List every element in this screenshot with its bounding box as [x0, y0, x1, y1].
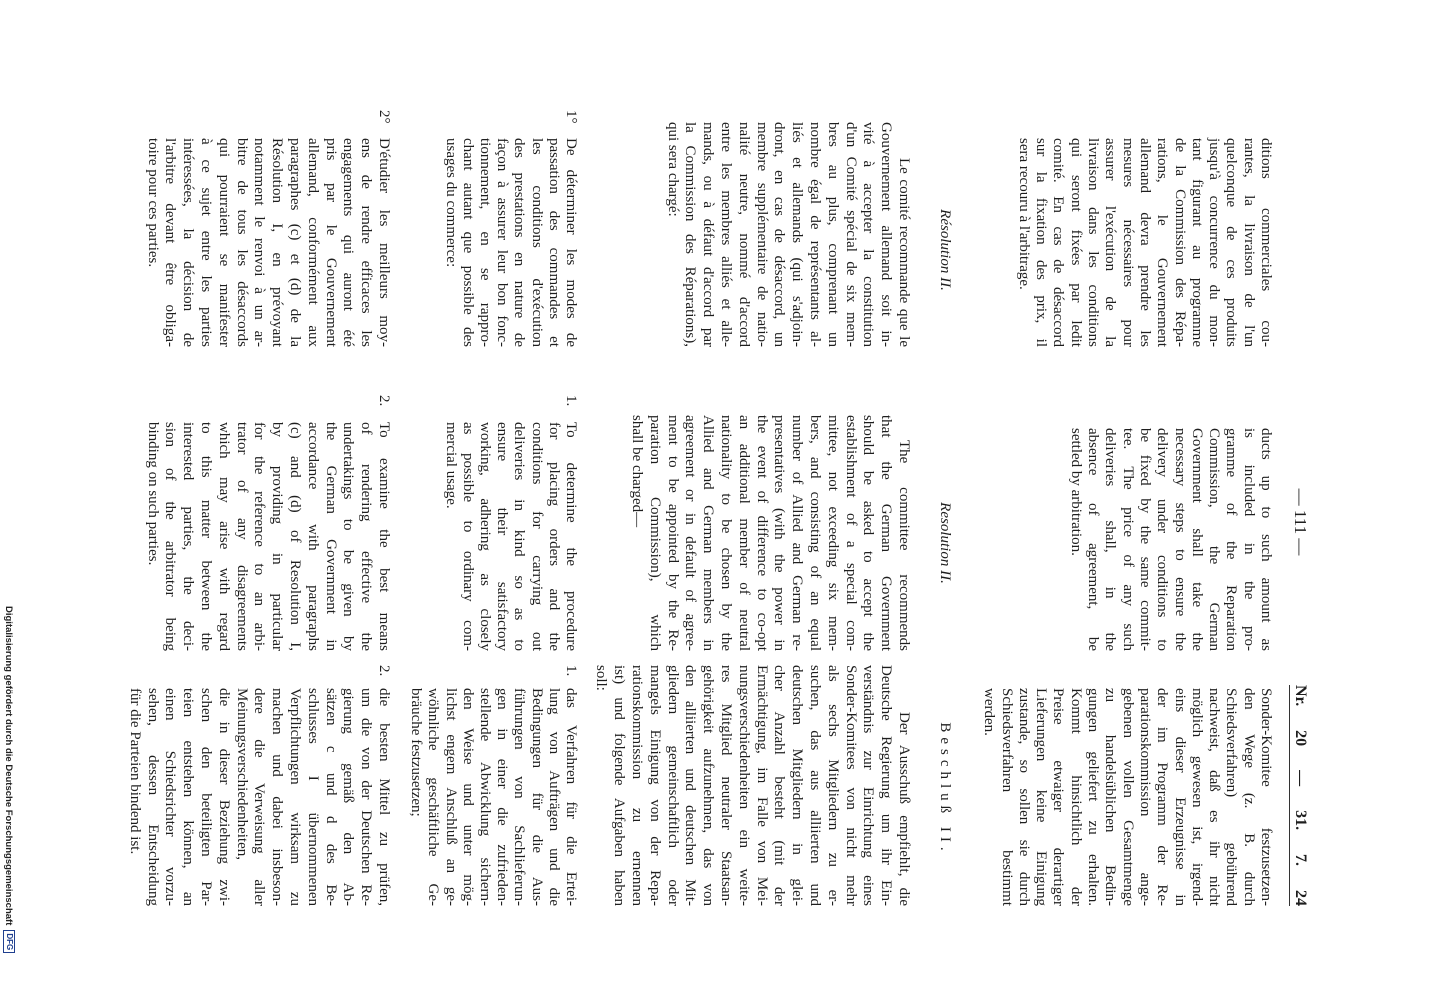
text-line: nombre égal de représentants al- — [807, 122, 824, 347]
text-line: accordance with paragraphs — [304, 422, 321, 651]
text-line: vité à accepter la constitution — [860, 122, 877, 347]
text-line: bitre de tous les désaccords — [233, 138, 250, 347]
text-line: mercial usage. — [442, 422, 459, 509]
text-line: ist) und folgende Aufgaben haben — [611, 665, 628, 906]
text-line: toire pour ces parties. — [144, 138, 161, 268]
issue-header: Nr. 20 — 31. 7. 24 — [1289, 685, 1310, 906]
text-line: la Commission des Réparations), — [682, 122, 699, 347]
text-line: lung von Aufträgen und die — [545, 688, 562, 906]
text-line: parationskommission ange- — [1136, 688, 1153, 906]
german-item-2-text — [125, 688, 392, 906]
text-line: engagements qui auront été — [340, 138, 357, 347]
text-line: gramme of the Reparation — [1223, 428, 1240, 651]
text-line: dront, en cas de désaccord, un — [771, 122, 788, 347]
text-line: werden. — [981, 688, 998, 736]
text-line: Le comité recommande que le — [896, 158, 912, 347]
text-line: absence of agreement, be — [1085, 428, 1102, 651]
text-line: of rendering effective the — [358, 422, 375, 651]
text-line: Sonder-Komitees von nicht mehr — [842, 665, 859, 906]
text-line: D'étudier les meilleurs moy- — [376, 138, 392, 347]
text-line: de la Commission des Répa- — [1171, 138, 1188, 347]
text-line: liés et allemands (qui s'adjoin- — [789, 122, 806, 347]
text-line: sätzen c und d des Be- — [322, 688, 339, 906]
text-line: einen Schiedsrichter vorzu- — [162, 688, 179, 906]
text-line: gen in einer die zufrieden- — [494, 688, 511, 906]
text-line: intéressées, la décision de — [180, 138, 197, 347]
text-line: den Weise und unter mög- — [459, 688, 476, 906]
text-line: trator of any disagreements — [233, 422, 250, 651]
german-item-1 — [407, 665, 579, 906]
text-line: Commission, the German — [1206, 428, 1223, 651]
german-heading: Beschluß II. — [937, 722, 953, 856]
text-line: is included in the pro- — [1240, 428, 1257, 651]
text-line: establishment of a special com- — [842, 415, 859, 651]
text-line: ens de rendre efficaces les — [358, 138, 375, 347]
text-line: ensure their satisfactory — [494, 422, 511, 651]
text-line: das Verfahren für die Ertei- — [563, 688, 579, 906]
text-line: for the reference to an arbi- — [251, 422, 268, 651]
text-line: Schiedsverfahren) gebührend — [1223, 688, 1240, 906]
french-item-1-text — [441, 138, 579, 347]
text-line: nungsverschiedenheiten ein weite- — [735, 665, 752, 906]
german-item-2 — [125, 665, 392, 906]
text-line: for placing orders and the — [545, 422, 562, 651]
text-line: tee. The price of any such — [1119, 428, 1136, 651]
text-line: should be asked to accept the — [860, 415, 877, 651]
text-line: l'arbitre devant être obliga- — [162, 138, 179, 347]
text-line: to this matter between the — [198, 422, 215, 651]
text-line: as possible to ordinary com- — [459, 422, 476, 651]
text-line: an additional member of neutral — [735, 415, 752, 651]
text-line: mesures nécessaires pour — [1119, 138, 1136, 347]
text-line: nachweist, daß es ihr nicht — [1206, 688, 1223, 906]
digitization-credit-text: Digitalisierung gefördert durch die Deutsche Forschungsgemeinschaft — [3, 606, 14, 926]
list-number: 2. — [376, 665, 392, 677]
french-continuation — [1015, 138, 1274, 347]
text-line: Sonder-Komitee festzusetzen- — [1258, 688, 1274, 906]
text-line: bräuche festzusetzen; — [408, 688, 425, 817]
english-paragraph — [627, 415, 912, 651]
text-line: cher Anzahl besteht (mit der — [771, 665, 788, 906]
text-line: machen und dabei insbeson- — [269, 688, 286, 906]
german-paragraph — [592, 665, 912, 906]
text-line: façon à assurer leur bon fonc- — [494, 138, 511, 347]
text-line: presentatives (with the power in — [771, 415, 788, 651]
text-line: qui sera chargé: — [664, 122, 681, 217]
text-line: als sechs Mitgliedern zu er- — [824, 665, 841, 906]
text-line: wöhnliche geschäftliche Ge- — [425, 688, 442, 906]
text-line: mittee, not exceeding six mem- — [824, 415, 841, 651]
list-number: 2° — [376, 110, 392, 124]
text-line: the event of difference to co-opt — [753, 415, 770, 651]
text-line: that the German Government — [878, 415, 895, 651]
text-line: which may arise with regard — [215, 422, 232, 651]
text-line: agreement or in default of agree- — [682, 415, 699, 651]
text-line: Deutsche Regierung um ihr Ein- — [878, 665, 895, 906]
french-item-2-text — [143, 138, 392, 347]
text-line: à ce sujet entre les parties — [198, 138, 215, 347]
text-line: usages du commerce: — [442, 138, 459, 268]
list-number: 1° — [563, 110, 579, 124]
text-line: schen den beteiligten Par- — [198, 688, 215, 906]
text-line: qui pourraient se manifester — [215, 138, 232, 347]
text-line: working, adhering as closely — [476, 422, 493, 651]
french-item-1 — [441, 110, 579, 347]
text-line: paration Commission), which — [646, 415, 663, 651]
text-line: conditions for carrying out — [528, 422, 545, 651]
text-line: suchen, das aus alliierten und — [807, 665, 824, 906]
text-line: shall be charged— — [629, 415, 646, 528]
list-number: 2. — [376, 395, 392, 407]
french-heading: Résolution II. — [937, 209, 953, 291]
text-line: soll: — [593, 665, 610, 691]
list-number: 1. — [563, 395, 579, 407]
text-line: Bedingungen für die Aus- — [528, 688, 545, 906]
list-number: 1. — [563, 665, 579, 677]
text-line: sera recouru à l'arbitrage. — [1015, 138, 1032, 290]
text-line: verständnis zur Einrichtung eines — [860, 665, 877, 906]
text-line: möglich gewesen ist, irgend- — [1188, 688, 1205, 906]
text-line: mangels Einigung von der Repa- — [646, 665, 663, 906]
text-line: Ermächtigung, im Falle von Mei- — [753, 665, 770, 906]
text-line: Government shall take the — [1188, 428, 1205, 651]
text-line: To examine the best means — [376, 422, 392, 651]
text-line: tant figurant au programme — [1188, 138, 1205, 347]
text-line: undertakings to be given by — [340, 422, 357, 651]
english-item-2-text — [143, 422, 392, 651]
text-line: rationskommission zu ernennen — [629, 665, 646, 906]
text-line: Kommt hinsichtlich der — [1067, 688, 1084, 906]
text-line: assurer l'exécution de la — [1102, 138, 1119, 347]
english-continuation — [1066, 428, 1274, 651]
text-line: qui seront fixées par ledit — [1067, 138, 1084, 347]
text-line: deliveries in kind so as to — [511, 422, 528, 651]
page-number: — 111 — — [1291, 488, 1310, 556]
text-line: teien entstehen können, an — [180, 688, 197, 906]
text-line: comité. En cas de désaccord — [1050, 138, 1067, 347]
text-line: Der Ausschuß empfiehlt, die — [896, 712, 912, 906]
text-line: passation des commandes et — [545, 138, 562, 347]
text-line: livraison dans les conditions — [1085, 138, 1102, 347]
text-line: (c) and (d) of Resolution I, — [287, 422, 304, 651]
text-line: ditions commerciales cou- — [1258, 138, 1274, 347]
text-line: rantes, la livraison de l'un — [1240, 138, 1257, 347]
text-line: um die von der Deutschen Re- — [358, 688, 375, 906]
text-line: sehen, dessen Entscheidung — [144, 688, 161, 906]
text-line: bers, and consisting of an equal — [807, 415, 824, 651]
text-line: schlusses I übernommenen — [304, 688, 321, 906]
text-line: settled by arbitration. — [1067, 428, 1084, 556]
text-line: gliedern gemeinschaftlich oder — [664, 665, 681, 906]
text-line: les conditions d'exécution — [528, 138, 545, 347]
text-line: be fixed by the same commit- — [1136, 428, 1153, 651]
text-line: by providing in particular — [269, 422, 286, 651]
dfg-logo: DFG — [3, 930, 15, 953]
german-continuation — [980, 688, 1274, 906]
digitization-credit — [2, 606, 15, 953]
text-line: gebenen vollen Gesamtmenge — [1119, 688, 1136, 906]
text-line: membre supplémentaire de natio- — [753, 122, 770, 347]
text-line: De déterminer les modes de — [563, 138, 579, 347]
text-line: die besten Mittel zu prüfen, — [376, 688, 392, 906]
text-line: jusqu'à concurrence du mon- — [1206, 138, 1223, 347]
text-line: pris par le Gouvernement — [322, 138, 339, 347]
text-line: deutschen Mitgliedern in glei- — [789, 665, 806, 906]
text-line: nationality to be chosen by the — [718, 415, 735, 651]
text-line: dere die Verweisung aller — [251, 688, 268, 906]
text-line: notamment le renvoi à un ar- — [251, 138, 268, 347]
text-line: Lieferungen keine Einigung — [1033, 688, 1050, 906]
french-paragraph — [663, 122, 912, 347]
english-item-1 — [441, 395, 579, 651]
text-line: chant autant que possible des — [459, 138, 476, 347]
text-line: gungen geliefert zu erhalten. — [1085, 688, 1102, 906]
text-line: gierung gemäß den Ab- — [340, 688, 357, 906]
text-line: interested parties, the deci- — [180, 422, 197, 651]
text-line: allemand devra prendre les — [1136, 138, 1153, 347]
text-line: bres au plus, comprenant un — [824, 122, 841, 347]
text-line: The committee recommends — [896, 440, 912, 651]
text-line: den alliierten und deutschen Mit- — [682, 665, 699, 906]
text-line: gehörigkeit aufzunehmen, das von — [700, 665, 717, 906]
text-line: Allied and German members in — [700, 415, 717, 651]
text-line: sion of the arbitrator being — [162, 422, 179, 651]
text-line: führungen von Sachlieferun- — [511, 688, 528, 906]
text-line: Preise etwaiger derartiger — [1050, 688, 1067, 906]
text-line: mands, ou à défaut d'accord par — [700, 122, 717, 347]
text-line: entre les membres alliés et alle- — [718, 122, 735, 347]
text-line: Schiedsverfahren bestimmt — [998, 688, 1015, 906]
text-line: To determine the procedure — [563, 422, 579, 651]
text-line: delivery under conditions to — [1154, 428, 1171, 651]
text-line: die in dieser Beziehung zwi- — [215, 688, 232, 906]
text-line: zu handelsüblichen Bedin- — [1102, 688, 1119, 906]
text-line: der im Programm der Re- — [1154, 688, 1171, 906]
french-item-2 — [143, 110, 392, 347]
english-item-1-text — [441, 422, 579, 651]
text-line: deliveries shall, in the — [1102, 428, 1119, 651]
text-line: stellende Abwicklung sichern- — [476, 688, 493, 906]
text-line: für die Parteien bindend ist. — [126, 688, 143, 855]
text-line: des prestations en nature de — [511, 138, 528, 347]
text-line: eins dieser Erzeugnisse in — [1171, 688, 1188, 906]
text-line: quelconque de ces produits — [1223, 138, 1240, 347]
text-line: nalité neutre, nommé d'accord — [735, 122, 752, 347]
text-line: allemand, conformément aux — [304, 138, 321, 347]
german-item-1-text — [407, 688, 579, 906]
text-line: ment to be appointed by the Re- — [664, 415, 681, 651]
text-line: binding on such parties. — [144, 422, 161, 566]
text-line: number of Allied and German re- — [789, 415, 806, 651]
english-heading: Resolution II. — [937, 502, 953, 584]
text-line: den Wege (z. B. durch — [1240, 688, 1257, 906]
text-line: Gouvernement allemand soit in- — [878, 122, 895, 347]
text-line: zustande, so sollen sie durch — [1015, 688, 1032, 906]
text-line: rations, le Gouvernement — [1154, 138, 1171, 347]
text-line: the German Government in — [322, 422, 339, 651]
text-line: Résolution I, en prévoyant — [269, 138, 286, 347]
text-line: sur la fixation des prix, il — [1033, 138, 1050, 347]
text-line: necessary steps to ensure the — [1171, 428, 1188, 651]
text-line: lichst engem Anschluß an ge- — [442, 688, 459, 906]
text-line: tionnement, en se rappro- — [476, 138, 493, 347]
text-line: Meinungsverschiedenheiten, — [233, 688, 250, 861]
text-line: Verpflichtungen wirksam zu — [287, 688, 304, 906]
text-line: ducts up to such amount as — [1258, 428, 1274, 651]
text-line: res Mitglied neutraler Staatsan- — [718, 665, 735, 906]
english-item-2 — [143, 395, 392, 651]
text-line: paragraphes (c) et (d) de la — [287, 138, 304, 347]
text-line: d'un Comité spécial de six mem- — [842, 122, 859, 347]
